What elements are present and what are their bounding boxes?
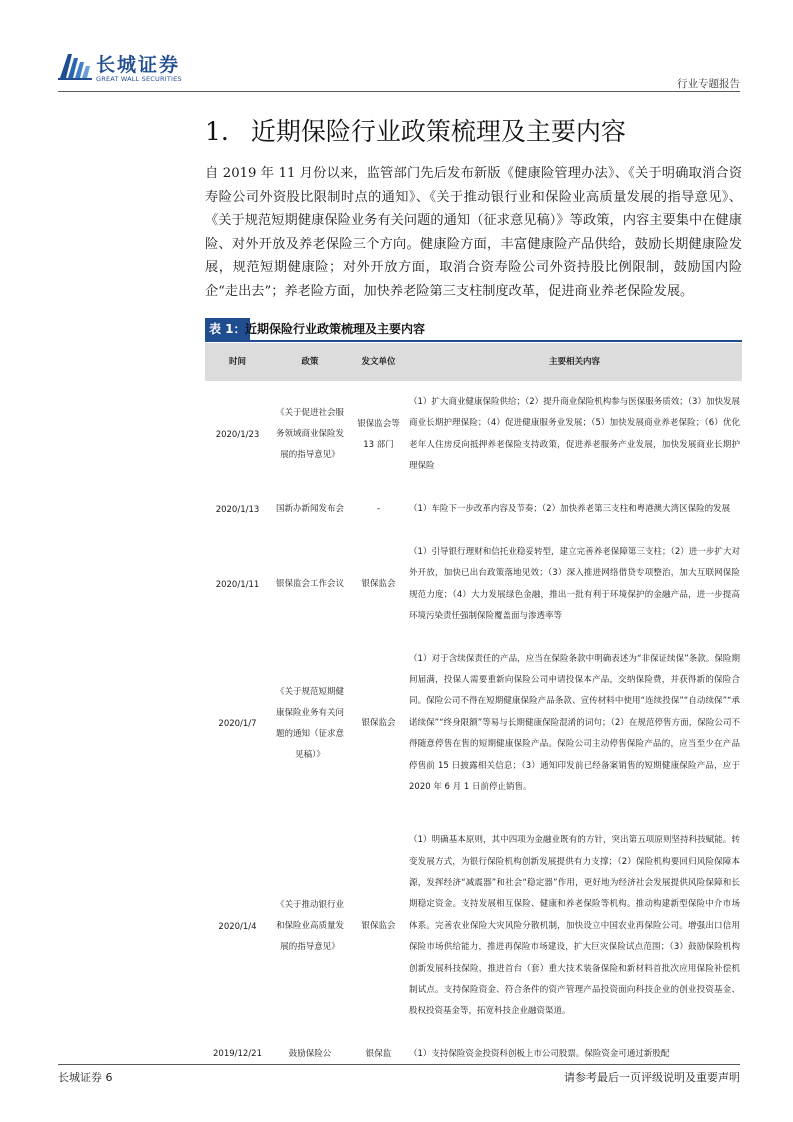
cell-policy: 银保监会工作会议 <box>276 579 345 589</box>
cell-unit: 银保监会 <box>361 718 396 728</box>
column-header-unit: 发文单位 <box>350 343 407 381</box>
footer-page-label: 长城证券 6 <box>58 1071 113 1084</box>
cell-policy: 鼓励保险公 <box>288 1049 332 1059</box>
cell-unit: 银保监会 <box>361 921 396 931</box>
table-caption-label: 表 1： <box>205 318 250 340</box>
footer-disclaimer: 请参考最后一页评级说明及重要声明 <box>564 1071 740 1084</box>
column-header-date: 时间 <box>205 343 270 381</box>
cell-content: （1）引导银行理财和信托业稳妥转型，建立完善养老保障第三支柱；（2）进一步扩大对外开放，加快已出台政策落地见效；（3）深入推进网络借贷专项整治，加大互联网保险规范力度；（4）大力发展绿色金融，推出一批有利于环境保护的金融产品，进一步提高环境污染责任强制保险覆盖面与渗透率等 <box>409 546 740 621</box>
cell-date: 2020/1/23 <box>215 429 260 440</box>
cell-date: 2020/1/4 <box>218 921 257 932</box>
cell-unit: - <box>376 504 381 514</box>
table-row <box>205 531 742 638</box>
footer-divider <box>58 1064 740 1065</box>
section-number: 1. <box>205 117 229 146</box>
cell-content: （1）明确基本原则，其中四项为金融业既有的方针，突出第五项原则坚持科技赋能。转变发展方式，为银行保险机构创新发展提供有力支撑；（2）保险机构要回归风险保障本源，发挥经济“减震器”和社会“稳定器”作用，更好地为经济社会发展提供风险保障和长期稳定资金。支持发展相互保险、健康和养老保险等机构。推动构建新型保险中介市场体系。完善农业保险大灾风险分散机制，加快设立中国农业再保险公司。增强出口信用保险市场供给能力，推进再保险市场建设，扩大巨灾保险试点范围；（3）鼓励保险机构创新发展科技保险，推进首台（套）重大技术装备保险和新材料首批次应用保险补偿机制试点。支持保险资金、符合条件的资产管理产品投资面向科技企业的创业投资基金、股权投资基金等，拓宽科技企业融资渠道。 <box>409 835 740 1017</box>
cell-unit: 银保监会等 13 部门 <box>357 418 400 450</box>
cell-unit: 银保监 <box>365 1049 392 1059</box>
brand-logo <box>58 46 198 88</box>
section-title-text: 近期保险行业政策梳理及主要内容 <box>250 117 626 146</box>
intro-paragraph: 自 2019 年 11 月份以来，监管部门先后发布新版《健康险管理办法》、《关于明确取消合资寿险公司外资股比限制时点的通知》、《关于推动银行业和保险业高质量发展的指导意见》、《关于规范短期健康保险业务有关问题的通知（征求意见稿）》等政策，内容主要集中在健康险、对外开放及养老保险三个方向。健康险方面，丰富健康险产品供给，鼓励长期健康险发展，规范短期健康险；对外开放方面，取消合资寿险公司外资持股比例限制，鼓励国内险企“走出去”；养老险方面，加快养老险第三支柱制度改革，促进商业养老保险发展。 <box>205 166 742 299</box>
cell-date: 2020/1/13 <box>215 504 260 515</box>
cell-unit: 银保监会 <box>361 579 396 589</box>
cell-policy: 《关于规范短期健康保险业务有关问题的通知（征求意见稿）》 <box>276 686 345 760</box>
great-wall-logo-icon <box>58 48 92 82</box>
table-row <box>205 638 742 809</box>
brand-name-cn: 长城证券 <box>96 54 181 76</box>
table-header-row <box>205 343 742 381</box>
cell-content: （1）车险下一步改革内容及节奏；（2）加快养老第三支柱和粤港澳大湾区保险的发展 <box>409 503 731 514</box>
cell-content: （1）支持保险资金投资科创板上市公司股票。保险资金可通过新股配 <box>409 1049 670 1059</box>
cell-date: 2020/1/7 <box>218 718 257 729</box>
policy-table <box>205 343 742 1066</box>
table-row <box>205 1044 742 1066</box>
section-title <box>205 112 626 148</box>
column-header-content: 主要相关内容 <box>407 343 742 381</box>
table-row <box>205 381 742 488</box>
cell-policy: 《关于推动银行业和保险业高质量发展的指导意见》 <box>276 900 345 952</box>
cell-content: （1）扩大商业健康保险供给；（2）提升商业保险机构参与医保服务质效；（3）加快发展商业长期护理保险；（4）促进健康服务业发展；（5）加快发展商业养老保险；（6）优化老年人住房反向抵押养老保险支持政策，促进养老服务产业发展，加快发展商业长期护理保险 <box>409 396 740 471</box>
header-divider <box>58 91 740 92</box>
brand-name-en: GREAT WALL SECURITIES <box>96 75 182 83</box>
table-caption-text: 近期保险行业政策梳理及主要内容 <box>245 322 426 336</box>
table-row <box>205 809 742 1044</box>
cell-date: 2019/12/21 <box>213 1049 262 1059</box>
cell-policy: 《关于促进社会服务领域商业保险发展的指导意见》 <box>276 408 345 460</box>
page-header <box>58 46 740 92</box>
table-row <box>205 488 742 531</box>
document-type: 行业专题报告 <box>677 78 740 90</box>
table-caption <box>205 318 742 342</box>
column-header-policy: 政策 <box>270 343 350 381</box>
cell-date: 2020/1/11 <box>215 579 260 590</box>
cell-content: （1）对于含续保责任的产品，应当在保险条款中明确表述为“非保证续保”条款。保险期间届满，投保人需要重新向保险公司申请投保本产品，交纳保险费，并获得新的保险合同。保险公司不得在短期健康保险产品条款、宣传材料中使用“连续投保”“自动续保”“承诺续保”“终身限额”等易与长期健康保险混淆的词句；（2）在规范停售方面，保险公司不得随意停售在售的短期健康保险产品。保险公司主动停售保险产品的，应当至少在产品停售前 15 日披露相关信息；（3）通知印发前已经备案销售的短期健康保险产品，应于 2020 年 6 月 1 日前停止销售。 <box>409 653 740 793</box>
cell-policy: 国新办新闻发布会 <box>276 504 345 514</box>
